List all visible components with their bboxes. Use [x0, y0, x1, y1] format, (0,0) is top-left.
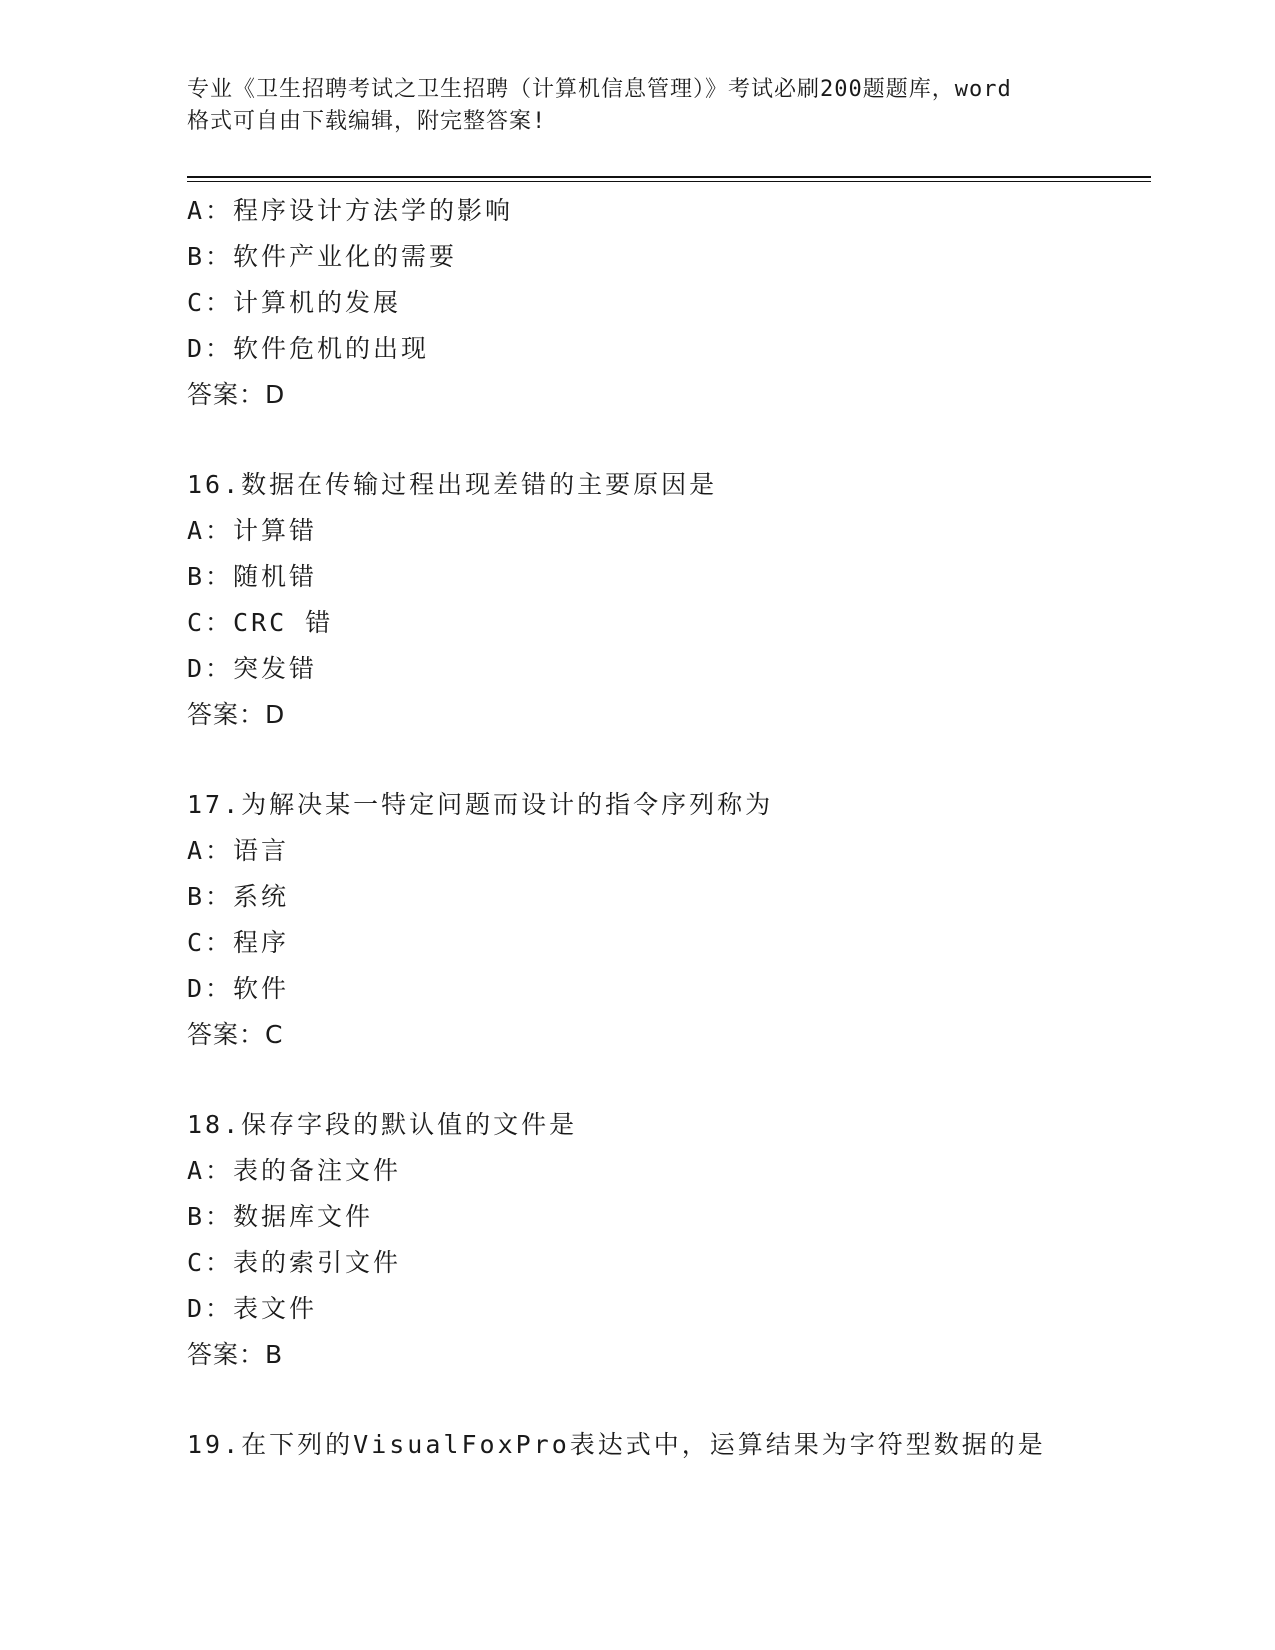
answer-line: 答案：D	[187, 700, 286, 729]
option-d: D：表文件	[187, 1294, 318, 1323]
header-divider-top	[187, 176, 1151, 178]
question-text: 17.为解决某一特定问题而设计的指令序列称为	[187, 790, 774, 819]
option-a: A：程序设计方法学的影响	[187, 196, 514, 225]
option-a: A：表的备注文件	[187, 1156, 402, 1185]
option-b: B：软件产业化的需要	[187, 242, 458, 271]
option-a: A：语言	[187, 836, 290, 865]
option-c: C：CRC 错	[187, 608, 334, 637]
header-line-1: 专业《卫生招聘考试之卫生招聘（计算机信息管理）》考试必刷200题题库，word	[187, 77, 1012, 102]
option-d: D：突发错	[187, 654, 318, 683]
question-block-15	[187, 188, 1147, 418]
option-b: B：数据库文件	[187, 1202, 374, 1231]
question-block-18	[187, 1102, 1147, 1378]
question-block-19	[187, 1422, 1147, 1468]
question-list	[187, 188, 1147, 1468]
question-text: 18.保存字段的默认值的文件是	[187, 1110, 578, 1139]
option-b: B：随机错	[187, 562, 318, 591]
answer-line: 答案：B	[187, 1340, 284, 1369]
answer-line: 答案：D	[187, 380, 286, 409]
question-text: 19.在下列的VisualFoxPro表达式中，运算结果为字符型数据的是	[187, 1430, 1046, 1459]
header-line-2: 格式可自由下载编辑，附完整答案!	[187, 109, 547, 134]
document-header	[187, 74, 1107, 138]
option-c: C：程序	[187, 928, 290, 957]
header-divider-bottom	[187, 181, 1151, 182]
option-c: C：表的索引文件	[187, 1248, 402, 1277]
answer-line: 答案：C	[187, 1020, 284, 1049]
question-text: 16.数据在传输过程出现差错的主要原因是	[187, 470, 718, 499]
option-a: A：计算错	[187, 516, 318, 545]
option-d: D：软件危机的出现	[187, 334, 430, 363]
option-b: B：系统	[187, 882, 290, 911]
option-d: D：软件	[187, 974, 290, 1003]
question-block-17	[187, 782, 1147, 1058]
option-c: C：计算机的发展	[187, 288, 402, 317]
question-block-16	[187, 462, 1147, 738]
